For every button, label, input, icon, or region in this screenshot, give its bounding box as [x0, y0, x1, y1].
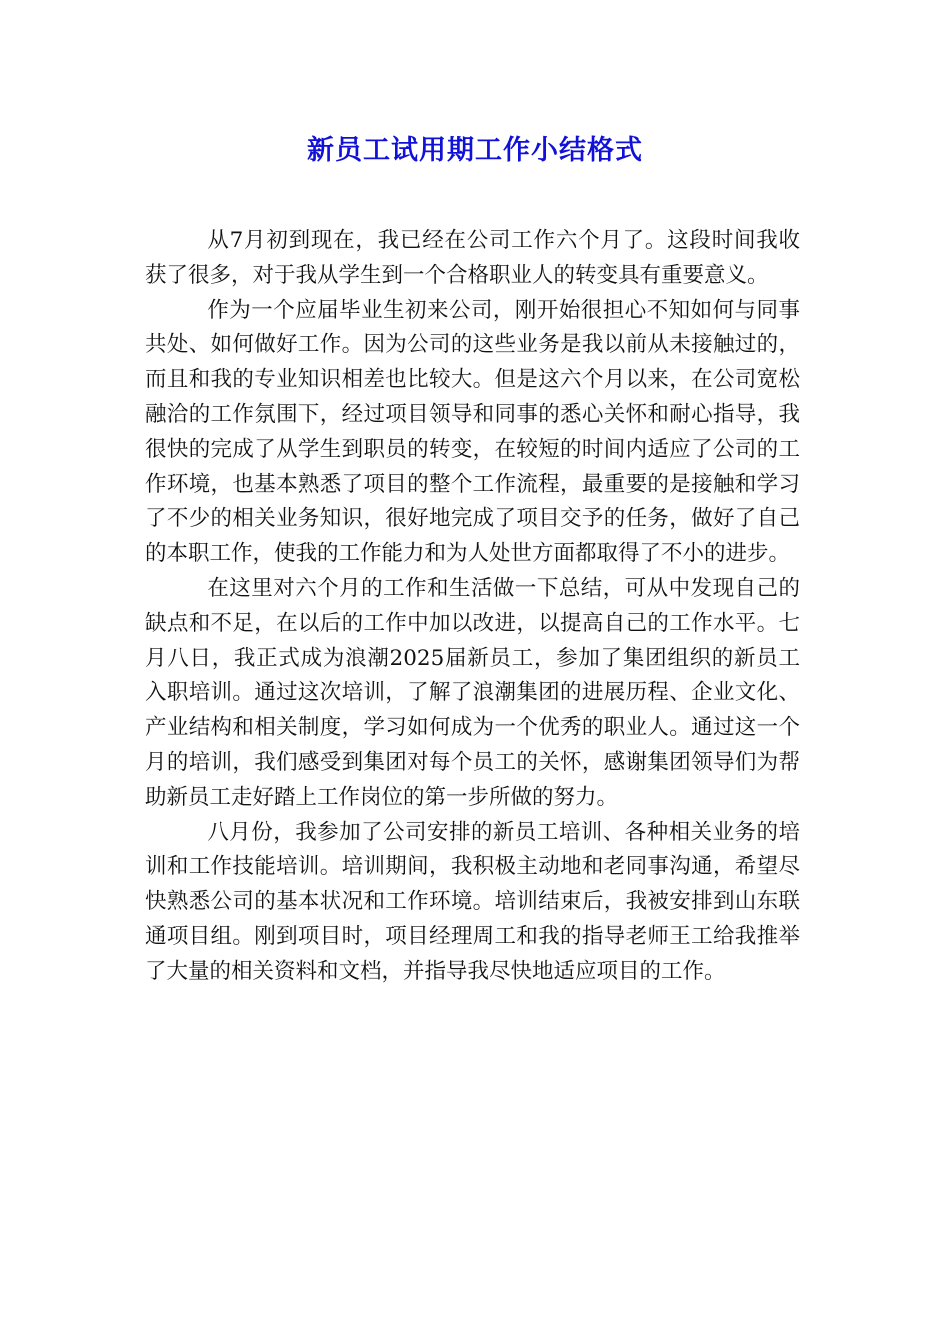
document-title: 新员工试用期工作小结格式 [307, 135, 643, 166]
body-paragraph-3: 在这里对六个月的工作和生活做一下总结，可从中发现自己的缺点和不足，在以后的工作中加以改进，以提高自己的工作水平。七月八日，我正式成为浪潮2025届新员工，参加了集团组织的新员工入职培训。通过这次培训，了解了浪潮集团的进展历程、企业文化、产业结构和相关制度，学习如何成为一个优秀的职业人。通过这一个月的培训，我们感受到集团对每个员工的关怀，感谢集团领导们为帮助新员工走好踏上工作岗位的第一步所做的努力。 [145, 575, 800, 810]
document-body [145, 224, 800, 990]
body-paragraph-2: 作为一个应届毕业生初来公司，刚开始很担心不知如何与同事共处、如何做好工作。因为公司的这些业务是我以前从未接触过的，而且和我的专业知识相差也比较大。但是这六个月以来，在公司宽松融洽的工作氛围下，经过项目领导和同事的悉心关怀和耐心指导，我很快的完成了从学生到职员的转变，在较短的时间内适应了公司的工作环境，也基本熟悉了项目的整个工作流程，最重要的是接触和学习了不少的相关业务知识，很好地完成了项目交予的任务，做好了自己的本职工作，使我的工作能力和为人处世方面都取得了不小的进步。 [145, 297, 800, 567]
body-paragraph-4: 八月份，我参加了公司安排的新员工培训、各种相关业务的培训和工作技能培训。培训期间，我积极主动地和老同事沟通，希望尽快熟悉公司的基本状况和工作环境。培训结束后，我被安排到山东联通项目组。刚到项目时，项目经理周工和我的指导老师王工给我推举了大量的相关资料和文档，并指导我尽快地适应项目的工作。 [145, 819, 800, 984]
body-paragraph-1: 从7月初到现在，我已经在公司工作六个月了。这段时间我收获了很多，对于我从学生到一个合格职业人的转变具有重要意义。 [145, 228, 800, 288]
